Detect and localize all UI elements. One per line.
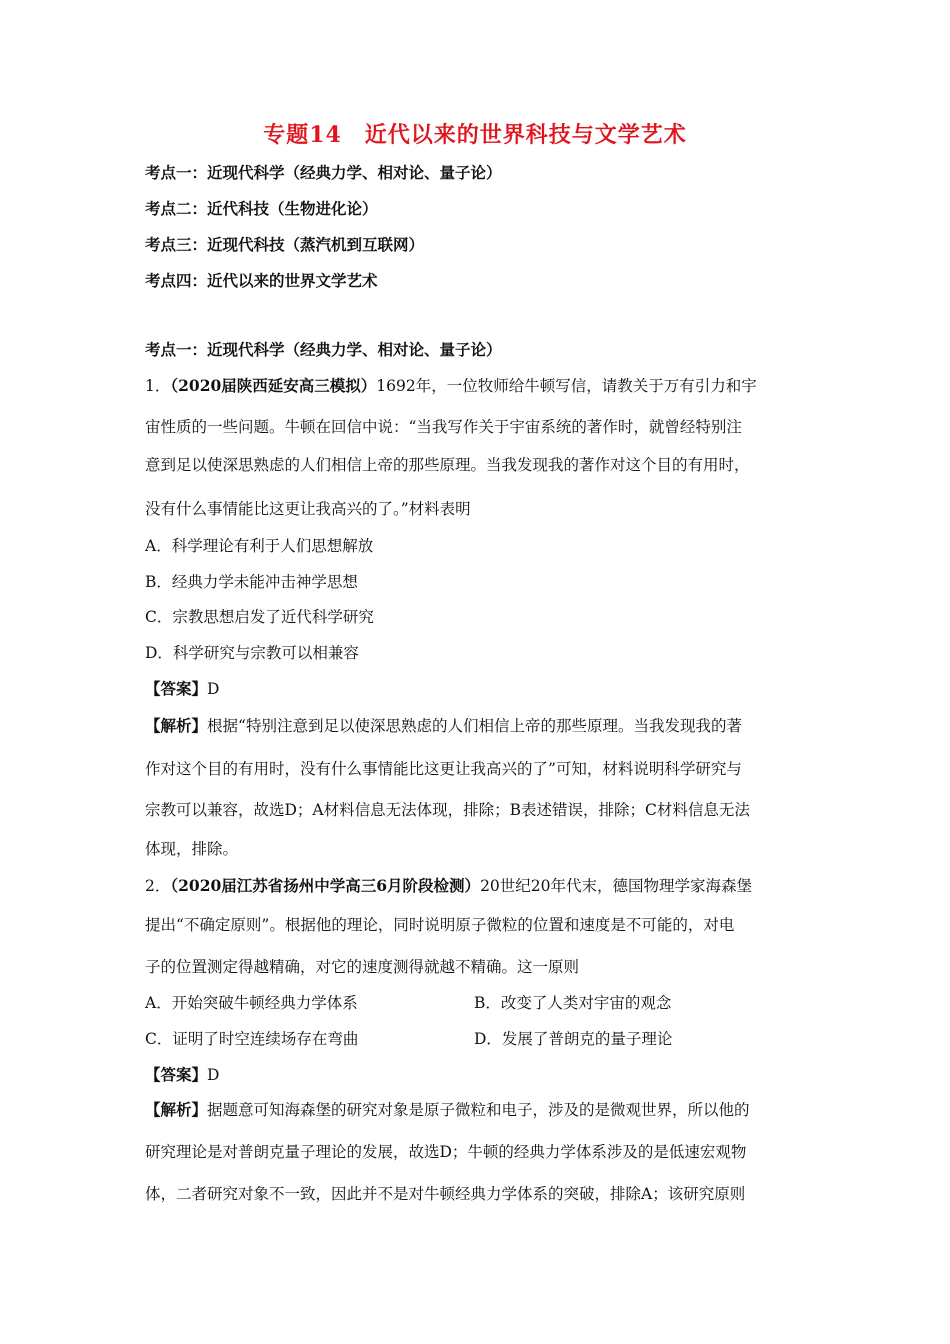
question-1-stem-line: 意到足以使深思熟虑的人们相信上帝的那些原理。当我发现我的著作对这个目的有用时，: [145, 456, 750, 474]
question-2-number: 2．: [145, 877, 171, 895]
section-heading: 考点一：近现代科学（经典力学、相对论、量子论）: [145, 340, 502, 359]
question-2-analysis-line: 研究理论是对普朗克量子理论的发展，故选D；牛顿的经典力学体系涉及的是低速宏观物: [145, 1143, 747, 1161]
toc-item-4: 考点四：近代以来的世界文学艺术: [145, 271, 378, 290]
question-1-option-b: B．经典力学未能冲击神学思想: [145, 573, 358, 591]
question-2-analysis-line: 体，二者研究对象不一致，因此并不是对牛顿经典力学体系的突破，排除A；该研究原则: [145, 1185, 746, 1203]
analysis-label: 【解析】: [145, 1100, 208, 1119]
answer-label: 【答案】: [145, 1065, 208, 1084]
page-title: 专题14 近代以来的世界科技与文学艺术: [263, 122, 687, 148]
toc-item-1: 考点一：近现代科学（经典力学、相对论、量子论）: [145, 163, 502, 182]
question-2-option-b: B．改变了人类对宇宙的观念: [474, 994, 672, 1012]
question-1-analysis-line: 作对这个目的有用时，没有什么事情能比这更让我高兴的了”可知，材料说明科学研究与: [145, 760, 742, 778]
question-2-answer: [145, 1065, 219, 1085]
question-2-option-d: D．发展了普朗克的量子理论: [474, 1030, 673, 1048]
analysis-line: 据题意可知海森堡的研究对象是原子微粒和电子，涉及的是微观世界，所以他的: [207, 1101, 750, 1119]
question-2-stem-line: 20世纪20年代末，德国物理学家海森堡: [480, 877, 753, 895]
question-1-option-d: D．科学研究与宗教可以相兼容: [145, 644, 359, 662]
question-1-first-line: [145, 376, 757, 396]
analysis-label: 【解析】: [145, 716, 208, 735]
question-1-answer: [145, 679, 219, 699]
question-2-option-c: C．证明了时空连续场存在弯曲: [145, 1030, 359, 1048]
question-1-source: （2020届陕西延安高三模拟）: [170, 376, 377, 395]
question-1-number: 1．: [145, 377, 171, 395]
question-1-analysis-line: 体现，排除。: [145, 840, 239, 858]
answer-value: D: [207, 1066, 220, 1084]
question-2-source: （2020届江苏省扬州中学高三6月阶段检测）: [170, 876, 481, 895]
question-2-stem-line: 子的位置测定得越精确，对它的速度测得就越不精确。这一原则: [145, 958, 580, 976]
question-1-analysis-first-line: [145, 716, 742, 736]
question-2-stem-line: 提出“不确定原则”。根据他的理论，同时说明原子微粒的位置和速度是不可能的，对电: [145, 916, 735, 934]
analysis-line: 根据“特别注意到足以使深思熟虑的人们相信上帝的那些原理。当我发现我的著: [207, 717, 742, 735]
question-1-option-a: A．科学理论有利于人们思想解放: [145, 537, 374, 555]
question-2-analysis-first-line: [145, 1100, 750, 1120]
toc-item-3: 考点三：近现代科技（蒸汽机到互联网）: [145, 235, 425, 254]
question-1-option-c: C．宗教思想启发了近代科学研究: [145, 608, 374, 626]
answer-label: 【答案】: [145, 679, 208, 698]
question-2-option-a: A．开始突破牛顿经典力学体系: [145, 994, 358, 1012]
question-1-stem-line: 宙性质的一些问题。牛顿在回信中说：“当我写作关于宇宙系统的著作时，就曾经特别注: [145, 418, 742, 436]
toc-item-2: 考点二：近代科技（生物进化论）: [145, 199, 378, 218]
question-1-stem-line: 1692年，一位牧师给牛顿写信，请教关于万有引力和宇: [376, 377, 757, 395]
question-1-analysis-line: 宗教可以兼容，故选D；A材料信息无法体现，排除；B表述错误，排除；C材料信息无法: [145, 801, 750, 819]
question-2-first-line: [145, 876, 752, 896]
question-1-stem-line: 没有什么事情能比这更让我高兴的了。”材料表明: [145, 500, 471, 518]
answer-value: D: [207, 680, 220, 698]
